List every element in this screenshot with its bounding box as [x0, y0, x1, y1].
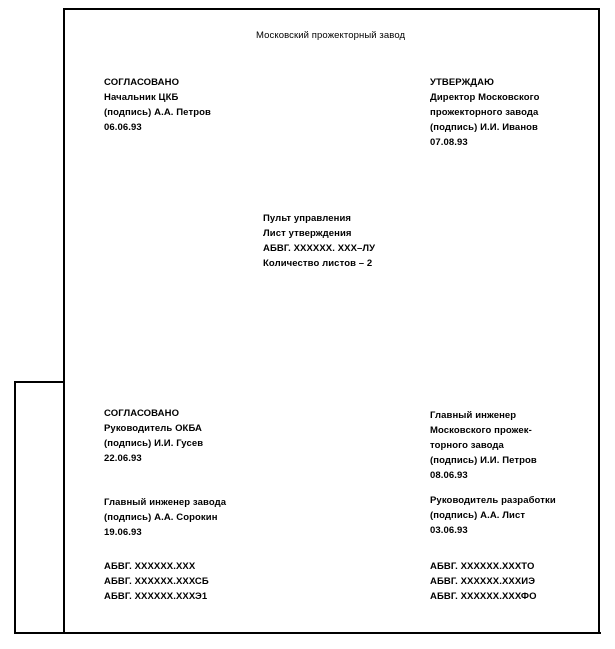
- document-codes-right: [430, 559, 537, 604]
- product-name: Пульт управления: [263, 213, 352, 224]
- approval-position-line2: Московского прожек-: [430, 425, 532, 436]
- approval-position-line3: торного завода: [430, 440, 504, 451]
- approval-date: 08.06.93: [430, 470, 468, 481]
- approval-position-line1: Главный инженер: [430, 410, 517, 421]
- approval-signature: (подпись) И.И. Петров: [430, 455, 537, 466]
- approval-heading: СОГЛАСОВАНО: [104, 408, 180, 419]
- approval-date: 19.06.93: [104, 527, 142, 538]
- approval-signature: (подпись) А.А. Петров: [104, 107, 211, 118]
- document-codes-left: [104, 559, 209, 604]
- approval-signature: (подпись) А.А. Сорокин: [104, 512, 218, 523]
- document-code: АБВГ. ХХХХХХ. ХХХ–ЛУ: [263, 243, 376, 254]
- lower-approval-left-2: [104, 495, 226, 540]
- approval-block-right: [430, 75, 539, 150]
- document-identification-block: [263, 211, 375, 271]
- approval-block-left: [104, 75, 211, 135]
- lower-approval-right-2: [430, 493, 556, 538]
- lower-approval-right-1: [430, 408, 537, 483]
- approval-signature: (подпись) А.А. Лист: [430, 510, 526, 521]
- approval-position: Главный инженер завода: [104, 497, 227, 508]
- document-code: АБВГ. ХХХХХХ.ХХХФО: [430, 591, 537, 602]
- left-margin-bracket: [14, 381, 64, 633]
- approval-position: Руководитель разработки: [430, 495, 556, 506]
- approval-position-line2: прожекторного завода: [430, 107, 539, 118]
- document-code: АБВГ. ХХХХХХ.ХХХИЭ: [430, 576, 536, 587]
- bottom-rule: [14, 632, 601, 634]
- approval-signature: (подпись) И.И. Иванов: [430, 122, 538, 133]
- approval-position: Начальник ЦКБ: [104, 92, 179, 103]
- document-code: АБВГ. ХХХХХХ.ХХХТО: [430, 561, 535, 572]
- document-code: АБВГ. ХХХХХХ.ХХХСБ: [104, 576, 209, 587]
- lower-approval-left-1: [104, 406, 203, 466]
- approval-heading: СОГЛАСОВАНО: [104, 77, 180, 88]
- approval-date: 07.08.93: [430, 137, 468, 148]
- approval-position: Руководитель ОКБА: [104, 423, 202, 434]
- document-code: АБВГ. ХХХХХХ.ХХХ: [104, 561, 196, 572]
- approval-heading: УТВЕРЖДАЮ: [430, 77, 495, 88]
- approval-date: 06.06.93: [104, 122, 142, 133]
- sheet-count: Количество листов – 2: [263, 258, 373, 269]
- document-title: Московский прожекторный завод: [256, 30, 406, 41]
- document-code: АБВГ. ХХХХХХ.ХХХЭ1: [104, 591, 208, 602]
- sheet-type: Лист утверждения: [263, 228, 352, 239]
- approval-date: 22.06.93: [104, 453, 142, 464]
- approval-date: 03.06.93: [430, 525, 468, 536]
- approval-signature: (подпись) И.И. Гусев: [104, 438, 204, 449]
- approval-position-line1: Директор Московского: [430, 92, 540, 103]
